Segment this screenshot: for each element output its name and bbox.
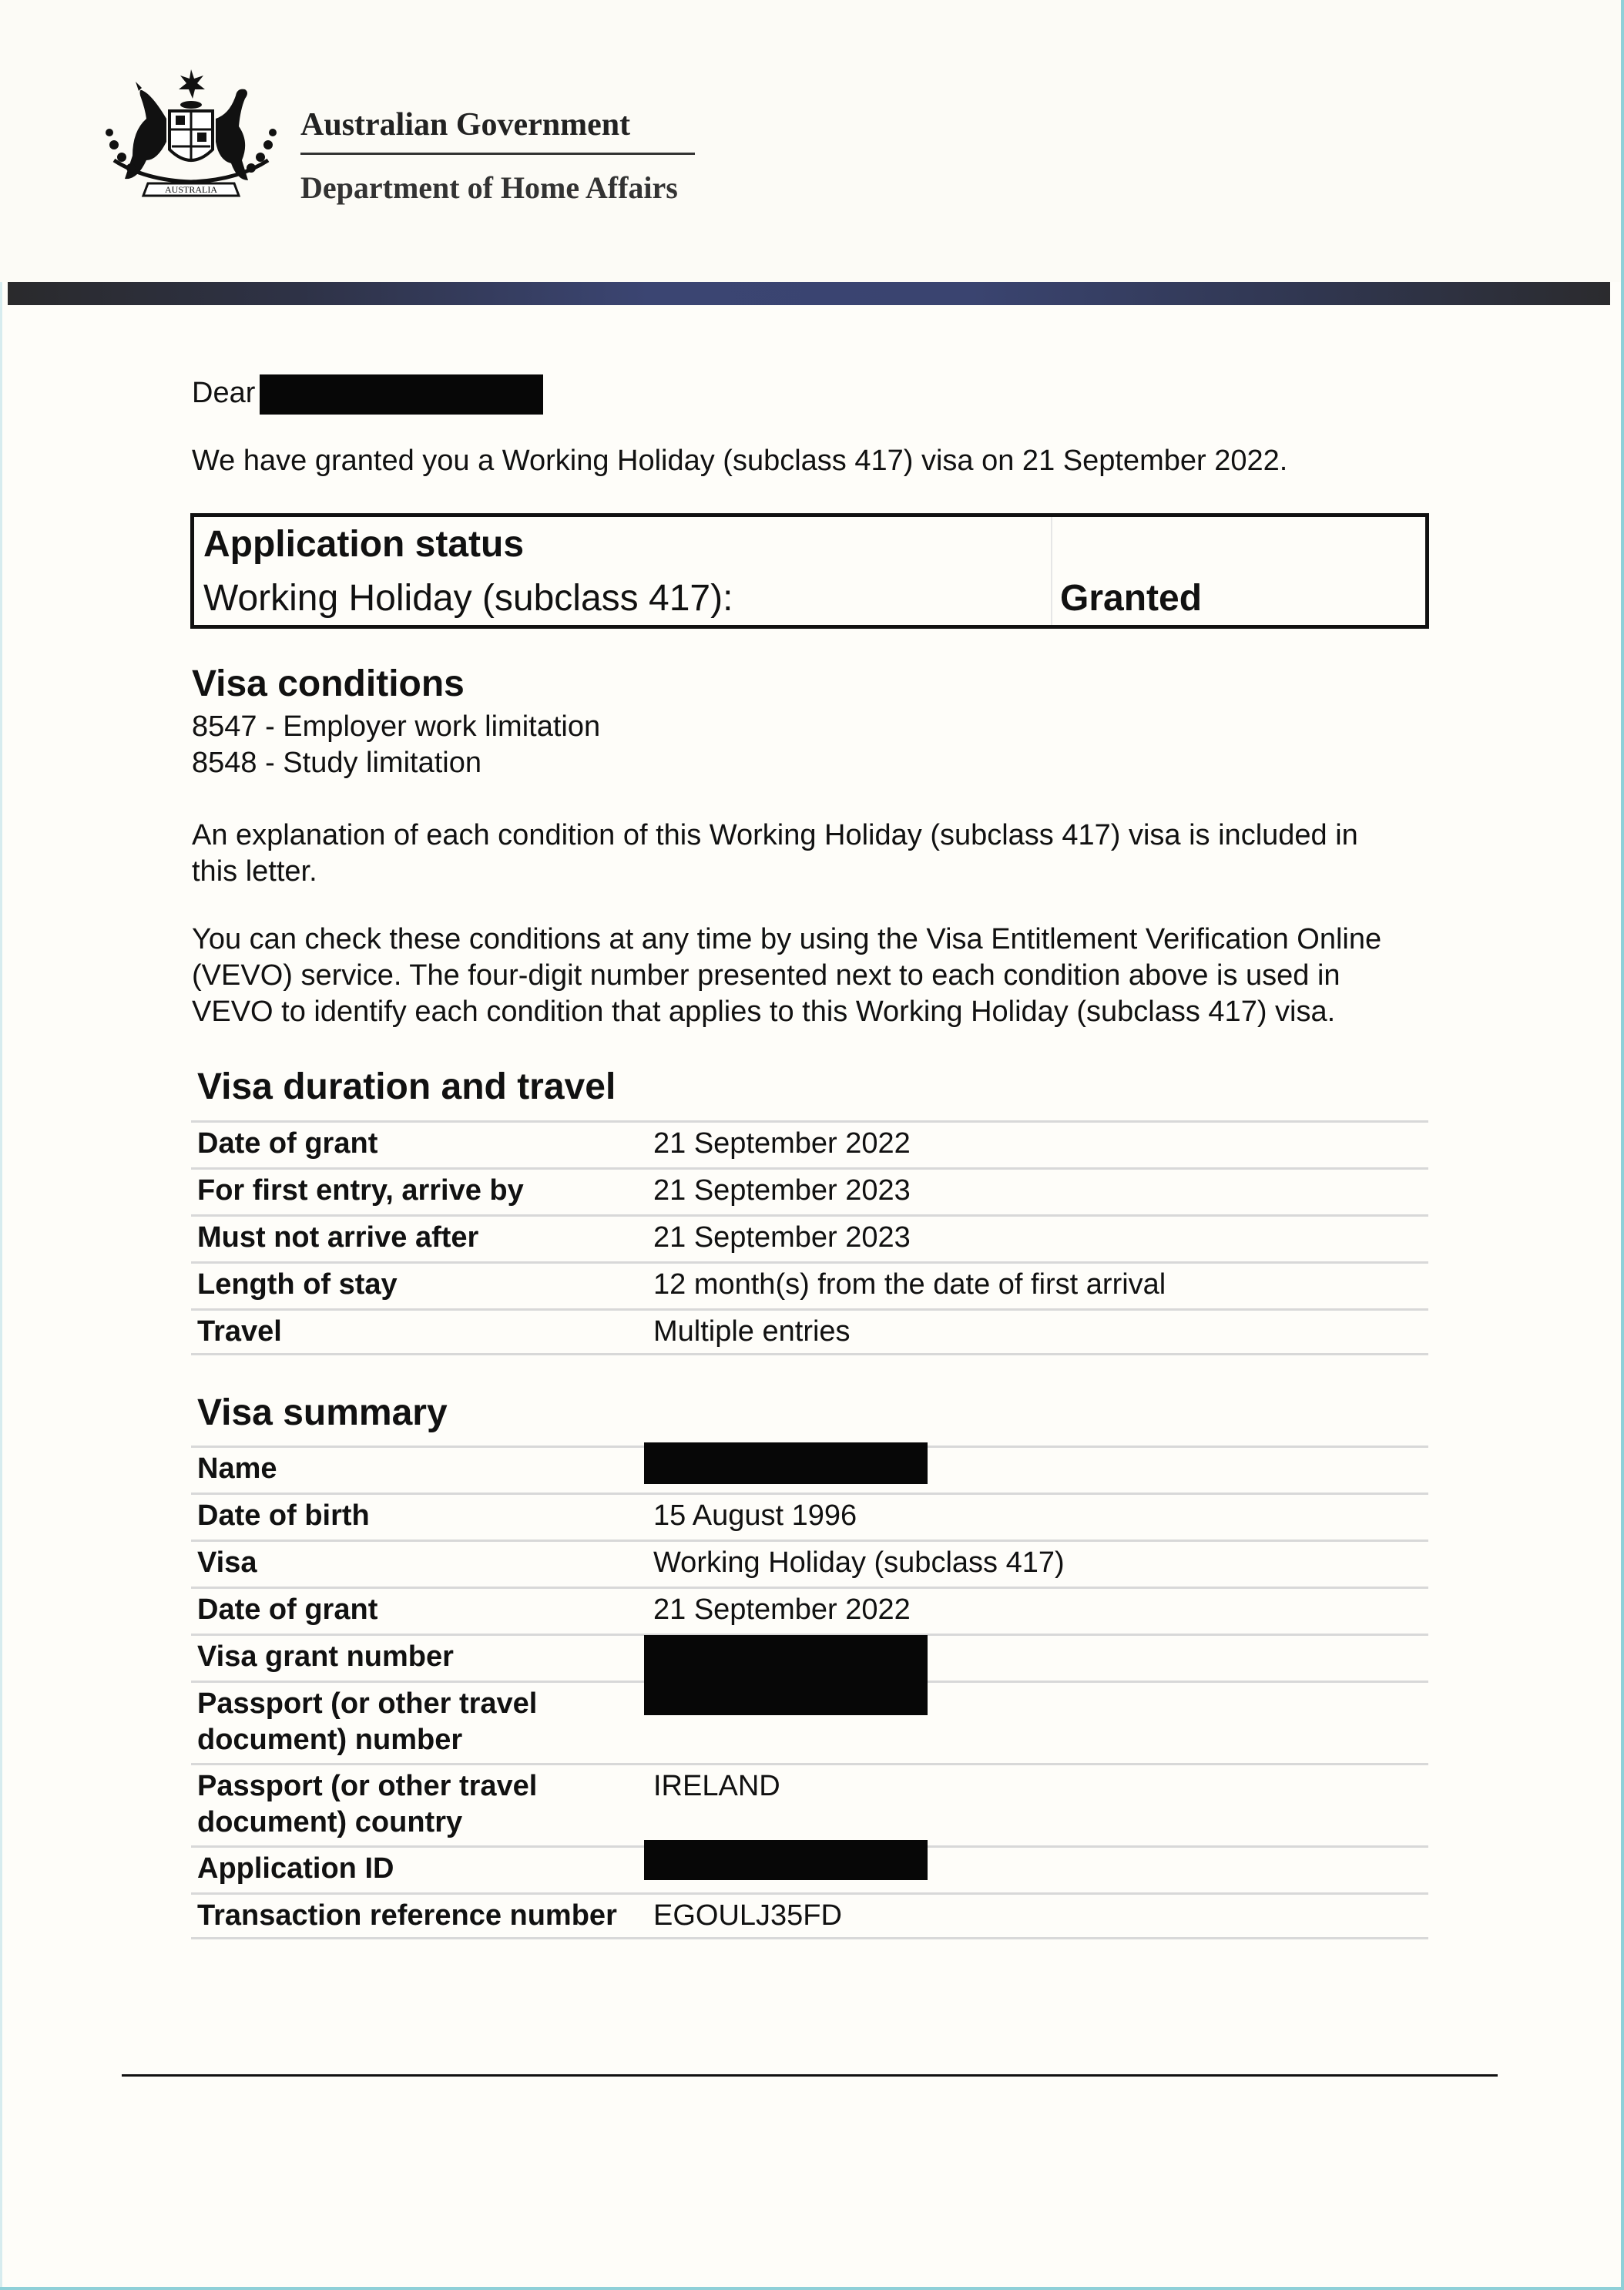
- row-value: 21 September 2023: [653, 1221, 911, 1254]
- row-label: Visa grant number: [197, 1640, 454, 1673]
- row-value: 21 September 2022: [653, 1593, 911, 1626]
- row-label: For first entry, arrive by: [197, 1174, 524, 1207]
- row-value: Multiple entries: [653, 1315, 851, 1348]
- table-row: [191, 1892, 1428, 1939]
- table-row: [191, 1167, 1428, 1214]
- salutation: Dear: [192, 377, 256, 409]
- header-banner-bar: [8, 282, 1610, 305]
- vevo-explanation-line: VEVO to identify each condition that applies to this Working Holiday (subclass 417) visa.: [192, 996, 1336, 1028]
- redacted-grant-and-passport-number: [644, 1635, 928, 1715]
- table-row: [191, 1308, 1428, 1355]
- vevo-explanation-line: (VEVO) service. The four-digit number presented next to each condition above is used in: [192, 959, 1340, 992]
- row-label: Visa: [197, 1546, 257, 1579]
- row-label: Transaction reference number: [197, 1899, 617, 1932]
- government-header: [0, 0, 1624, 282]
- page-edge: [0, 2287, 1624, 2290]
- conditions-explanation-line: this letter.: [192, 855, 317, 888]
- table-row: [191, 1587, 1428, 1634]
- table-row: [191, 1540, 1428, 1587]
- row-value: IRELAND: [653, 1770, 780, 1802]
- crest-scroll-text: AUSTRALIA: [165, 184, 217, 195]
- row-label: Passport (or other travel document) number: [197, 1687, 538, 1756]
- table-row: [191, 1763, 1428, 1845]
- row-label: Date of birth: [197, 1499, 370, 1532]
- row-label: Must not arrive after: [197, 1221, 479, 1254]
- redacted-name: [644, 1442, 928, 1484]
- application-status-visa: Working Holiday (subclass 417):: [203, 578, 733, 619]
- row-label: Passport (or other travel document) country: [197, 1770, 538, 1838]
- row-value: EGOULJ35FD: [653, 1899, 842, 1932]
- conditions-explanation-line: An explanation of each condition of this Working Holiday (subclass 417) visa is included in: [192, 819, 1358, 851]
- row-label: Date of grant: [197, 1127, 378, 1160]
- page-edge: [1621, 0, 1624, 2290]
- visa-condition-item: 8547 - Employer work limitation: [192, 710, 601, 743]
- visa-condition-item: 8548 - Study limitation: [192, 747, 481, 779]
- visa-duration-heading: Visa duration and travel: [197, 1066, 616, 1107]
- redacted-recipient-name: [260, 374, 543, 415]
- page-edge: [0, 0, 2, 2290]
- row-label: Length of stay: [197, 1268, 398, 1301]
- row-label: Date of grant: [197, 1593, 378, 1626]
- redacted-application-id: [644, 1840, 928, 1880]
- application-status-value: Granted: [1060, 578, 1203, 619]
- application-status-title: Application status: [203, 524, 525, 565]
- application-status-box: [190, 513, 1429, 629]
- status-divider: [1051, 517, 1052, 625]
- department-name: Department of Home Affairs: [300, 170, 678, 205]
- vevo-explanation-line: You can check these conditions at any time by using the Visa Entitlement Verification Online: [192, 923, 1382, 955]
- row-value: 12 month(s) from the date of first arrival: [653, 1268, 1166, 1301]
- visa-duration-table: [191, 1120, 1428, 1355]
- grant-intro: We have granted you a Working Holiday (subclass 417) visa on 21 September 2022.: [192, 445, 1288, 477]
- table-row: [191, 1261, 1428, 1308]
- government-name: Australian Government: [300, 107, 631, 143]
- table-row: [191, 1214, 1428, 1261]
- footer-divider: [122, 2074, 1498, 2077]
- row-value: Working Holiday (subclass 417): [653, 1546, 1065, 1579]
- visa-conditions-heading: Visa conditions: [192, 663, 465, 704]
- header-divider: [300, 153, 695, 155]
- row-label: Application ID: [197, 1852, 394, 1885]
- row-value: 21 September 2022: [653, 1127, 911, 1160]
- commonwealth-coat-of-arms-icon: [99, 65, 284, 211]
- visa-summary-heading: Visa summary: [197, 1392, 448, 1433]
- table-row: [191, 1493, 1428, 1540]
- row-value: 21 September 2023: [653, 1174, 911, 1207]
- row-label: Travel: [197, 1315, 282, 1348]
- row-value: 15 August 1996: [653, 1499, 857, 1532]
- row-label: Name: [197, 1452, 277, 1485]
- table-row: [191, 1120, 1428, 1167]
